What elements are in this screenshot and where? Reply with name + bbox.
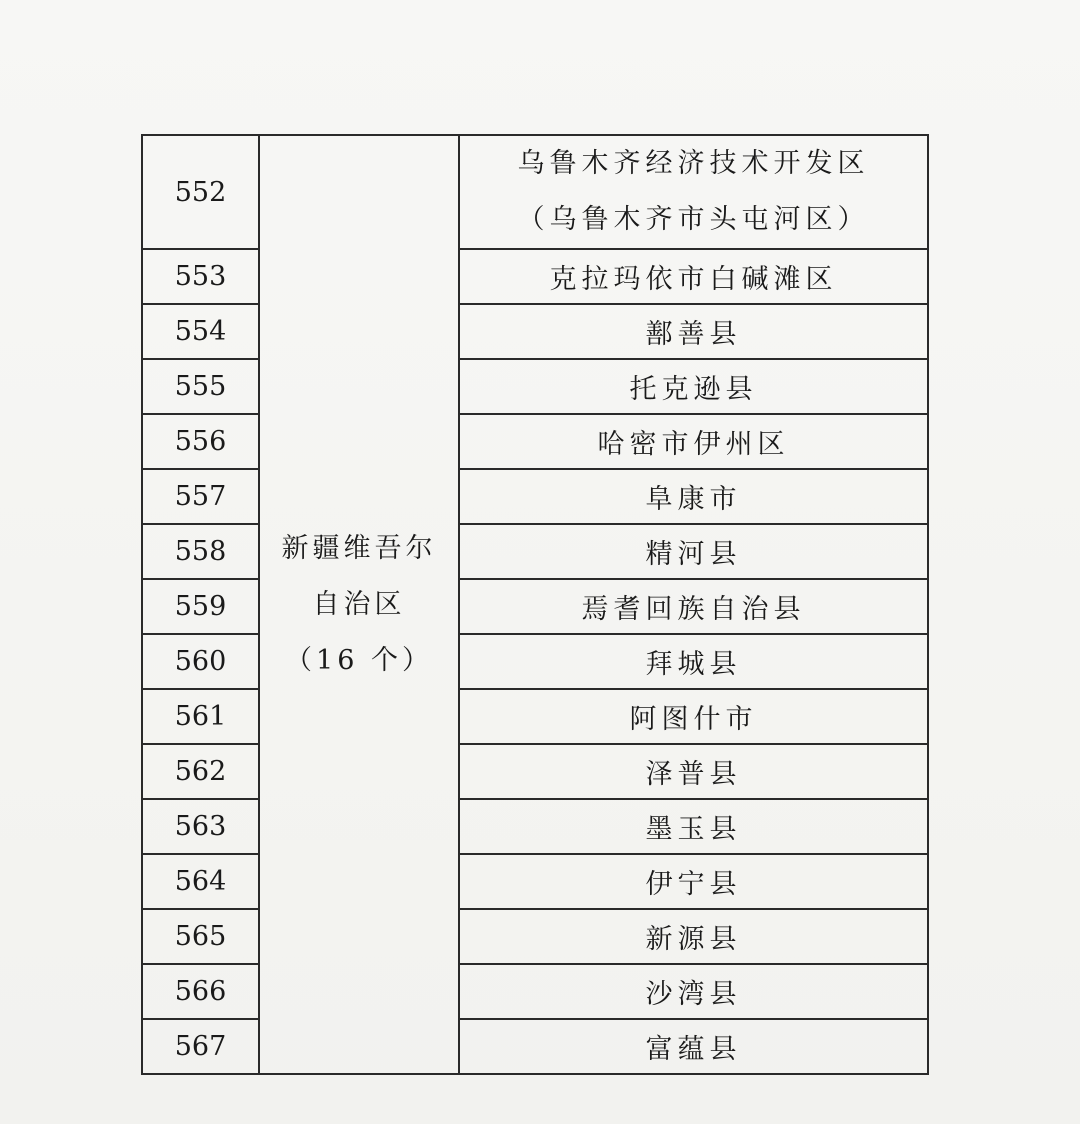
region-name: 哈密市伊州区 — [459, 414, 928, 469]
row-number: 563 — [142, 799, 259, 854]
province-name-line2: 自治区 — [312, 588, 406, 620]
row-number: 559 — [142, 579, 259, 634]
region-name: 泽普县 — [459, 744, 928, 799]
row-number: 558 — [142, 524, 259, 579]
row-number: 556 — [142, 414, 259, 469]
row-number: 564 — [142, 854, 259, 909]
row-number: 555 — [142, 359, 259, 414]
region-name: 新源县 — [459, 909, 928, 964]
row-number: 553 — [142, 249, 259, 304]
region-name: 托克逊县 — [459, 359, 928, 414]
row-number: 567 — [142, 1019, 259, 1074]
region-name-line2: （乌鲁木齐市头屯河区） — [517, 204, 870, 235]
row-number: 562 — [142, 744, 259, 799]
row-number: 552 — [142, 135, 259, 249]
row-number: 557 — [142, 469, 259, 524]
row-number: 561 — [142, 689, 259, 744]
region-name: 富蕴县 — [459, 1019, 928, 1074]
table-row — [142, 135, 928, 249]
region-name: 阜康市 — [459, 469, 928, 524]
province-count: （16 个） — [285, 644, 433, 676]
region-name-line1: 乌鲁木齐经济技术开发区 — [517, 148, 870, 179]
row-number: 560 — [142, 634, 259, 689]
province-name-line1: 新疆维吾尔 — [281, 532, 437, 564]
region-table — [141, 134, 929, 1075]
province-cell — [259, 135, 459, 1074]
region-name: 克拉玛依市白碱滩区 — [459, 249, 928, 304]
region-name — [459, 135, 928, 249]
region-name: 精河县 — [459, 524, 928, 579]
region-name: 伊宁县 — [459, 854, 928, 909]
region-name: 沙湾县 — [459, 964, 928, 1019]
region-name: 焉耆回族自治县 — [459, 579, 928, 634]
row-number: 565 — [142, 909, 259, 964]
region-name: 阿图什市 — [459, 689, 928, 744]
row-number: 554 — [142, 304, 259, 359]
region-name: 拜城县 — [459, 634, 928, 689]
row-number: 566 — [142, 964, 259, 1019]
region-name: 鄯善县 — [459, 304, 928, 359]
region-name: 墨玉县 — [459, 799, 928, 854]
